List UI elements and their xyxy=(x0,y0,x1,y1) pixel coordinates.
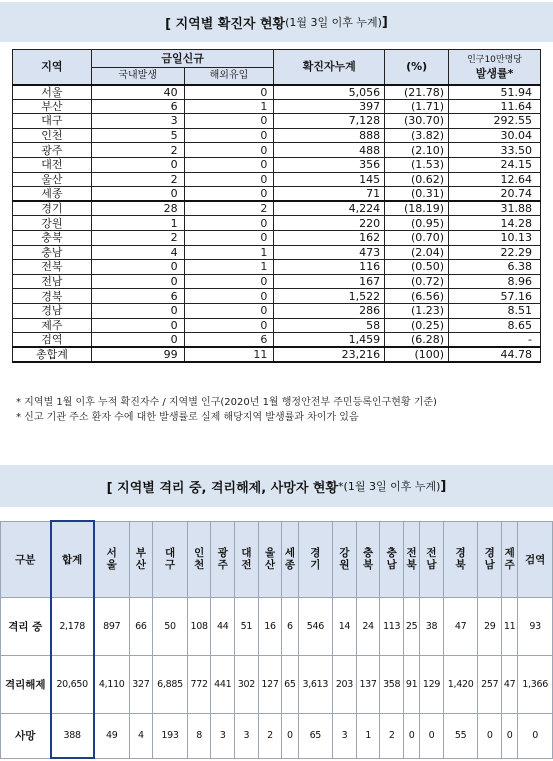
row-label: 격리 중 xyxy=(1,597,51,655)
header-overseas: 해외유입 xyxy=(184,68,274,85)
region-row xyxy=(13,230,541,245)
column-header-label: 부산 xyxy=(135,547,146,571)
cell-percent: (0.62) xyxy=(385,172,449,187)
region-row xyxy=(13,128,541,143)
status-cell: 203 xyxy=(333,655,357,713)
status-cell: 50 xyxy=(153,597,188,655)
cell-region: 경기 xyxy=(13,201,92,216)
status-cell: 8 xyxy=(187,713,211,758)
status-cell: 302 xyxy=(235,655,259,713)
status-row xyxy=(1,597,553,655)
cell-overseas: 0 xyxy=(184,157,274,172)
column-header xyxy=(51,521,94,597)
status-cell: 127 xyxy=(258,655,282,713)
header-rate-bottom: 발생률* xyxy=(475,66,514,80)
column-header-label: 합계 xyxy=(62,553,83,566)
region-row xyxy=(13,201,541,216)
column-header-label: 검역 xyxy=(524,553,546,566)
cell-rate: 6.38 xyxy=(449,260,541,275)
cell-region: 충남 xyxy=(13,245,92,260)
cell-rate: 57.16 xyxy=(449,289,541,304)
header-domestic: 국내발생 xyxy=(91,68,184,85)
column-header-label: 대전 xyxy=(241,547,252,571)
section1-title-period: (1월 3일 이후 누계) xyxy=(285,16,382,29)
column-header xyxy=(235,521,259,597)
region-row xyxy=(13,143,541,158)
status-cell: 6,885 xyxy=(153,655,188,713)
cell-cumulative: 1,459 xyxy=(274,333,385,348)
cell-domestic: 1 xyxy=(91,216,184,231)
region-row xyxy=(13,99,541,114)
confirmed-cases-body xyxy=(13,85,541,363)
cell-domestic: 2 xyxy=(91,143,184,158)
cell-cumulative: 145 xyxy=(274,172,385,187)
status-cell: 65 xyxy=(282,655,298,713)
column-header-label: 경북 xyxy=(455,547,466,571)
cell-cumulative: 1,522 xyxy=(274,289,385,304)
row-label: 사망 xyxy=(1,713,51,758)
status-cell: 16 xyxy=(258,597,282,655)
cell-region: 부산 xyxy=(13,99,92,114)
status-cell: 441 xyxy=(211,655,235,713)
cell-region: 인천 xyxy=(13,128,92,143)
cell-cumulative: 488 xyxy=(274,143,385,158)
status-cell: 2,178 xyxy=(51,597,94,655)
cell-region: 전남 xyxy=(13,274,92,289)
status-cell: 3,613 xyxy=(298,655,333,713)
cell-cumulative: 116 xyxy=(274,260,385,275)
status-cell: 11 xyxy=(502,597,518,655)
cell-overseas: 0 xyxy=(184,318,274,333)
cell-domestic: 40 xyxy=(91,85,184,100)
cell-rate: 31.88 xyxy=(449,201,541,216)
column-header-label: 대구 xyxy=(164,547,176,571)
region-row xyxy=(13,289,541,304)
cell-overseas: 0 xyxy=(184,216,274,231)
status-cell: 113 xyxy=(380,597,404,655)
cell-region: 대구 xyxy=(13,114,92,129)
cell-overseas: 0 xyxy=(184,230,274,245)
cell-cumulative: 397 xyxy=(274,99,385,114)
cell-region: 전북 xyxy=(13,260,92,275)
cell-domestic: 0 xyxy=(91,157,184,172)
cell-rate: 33.50 xyxy=(449,143,541,158)
cell-rate: 14.28 xyxy=(449,216,541,231)
cell-percent: (3.82) xyxy=(385,128,449,143)
header-category: 구분 xyxy=(1,521,51,597)
isolation-status-table xyxy=(0,520,553,759)
cell-percent: (2.04) xyxy=(385,245,449,260)
footnote-1: * 지역별 1월 이후 누적 확진자수 / 지역별 인구(2020년 1월 행정안전부 주민등록인구현황 기준) xyxy=(16,397,437,408)
status-cell: 6 xyxy=(282,597,298,655)
status-cell: 137 xyxy=(356,655,380,713)
section2-title-end: ] xyxy=(440,478,447,494)
column-header xyxy=(518,521,553,597)
region-row xyxy=(13,318,541,333)
section2-title-period: *(1월 3일 이후 누계) xyxy=(338,480,441,493)
cell-percent: (0.70) xyxy=(385,230,449,245)
cell-overseas: 0 xyxy=(184,143,274,158)
status-cell: 0 xyxy=(502,713,518,758)
cell-rate: 8.96 xyxy=(449,274,541,289)
cell-domestic: 6 xyxy=(91,289,184,304)
status-cell: 93 xyxy=(518,597,553,655)
column-header xyxy=(380,521,404,597)
cell-domestic: 5 xyxy=(91,128,184,143)
column-header xyxy=(258,521,282,597)
cell-percent: (1.53) xyxy=(385,157,449,172)
status-cell: 4 xyxy=(129,713,153,758)
confirmed-cases-table xyxy=(12,49,541,363)
status-cell: 3 xyxy=(235,713,259,758)
region-row xyxy=(13,216,541,231)
cell-rate: 24.15 xyxy=(449,157,541,172)
column-header-label: 세종 xyxy=(284,547,295,571)
cell-percent: (0.31) xyxy=(385,187,449,202)
cell-cumulative: 5,056 xyxy=(274,85,385,100)
cell-domestic: 0 xyxy=(91,260,184,275)
cell-region: 경북 xyxy=(13,289,92,304)
header-cumulative: 확진자누계 xyxy=(274,50,385,85)
cell-region: 울산 xyxy=(13,172,92,187)
cell-domestic: 4 xyxy=(91,245,184,260)
status-cell: 1,420 xyxy=(443,655,478,713)
column-header xyxy=(502,521,518,597)
cell-domestic: 6 xyxy=(91,99,184,114)
status-cell: 20,650 xyxy=(51,655,94,713)
cell-overseas: 0 xyxy=(184,128,274,143)
status-cell: 51 xyxy=(235,597,259,655)
total-cumulative: 23,216 xyxy=(274,347,385,362)
total-overseas: 11 xyxy=(184,347,274,362)
cell-cumulative: 473 xyxy=(274,245,385,260)
total-region: 총합계 xyxy=(13,347,92,362)
cell-domestic: 0 xyxy=(91,303,184,318)
status-cell: 546 xyxy=(298,597,333,655)
column-header-label: 서울 xyxy=(106,547,117,571)
cell-percent: (2.10) xyxy=(385,143,449,158)
status-cell: 0 xyxy=(478,713,502,758)
column-header-label: 전남 xyxy=(426,547,437,571)
cell-region: 경남 xyxy=(13,303,92,318)
region-row xyxy=(13,260,541,275)
cell-domestic: 0 xyxy=(91,333,184,348)
cell-cumulative: 7,128 xyxy=(274,114,385,129)
cell-overseas: 6 xyxy=(184,333,274,348)
status-cell: 108 xyxy=(187,597,211,655)
status-cell: 3 xyxy=(211,713,235,758)
status-row xyxy=(1,713,553,758)
header-today-new: 금일신규 xyxy=(91,50,274,68)
region-row xyxy=(13,303,541,318)
cell-domestic: 2 xyxy=(91,172,184,187)
region-row xyxy=(13,274,541,289)
column-header-label: 경기 xyxy=(310,547,321,571)
total-domestic: 99 xyxy=(91,347,184,362)
column-header xyxy=(478,521,502,597)
cell-domestic: 0 xyxy=(91,274,184,289)
column-header xyxy=(129,521,153,597)
cell-region: 서울 xyxy=(13,85,92,100)
column-header xyxy=(333,521,357,597)
status-cell: 55 xyxy=(443,713,478,758)
cell-overseas: 1 xyxy=(184,245,274,260)
cell-percent: (6.28) xyxy=(385,333,449,348)
status-cell: 47 xyxy=(443,597,478,655)
column-header xyxy=(298,521,333,597)
region-row xyxy=(13,172,541,187)
status-cell: 29 xyxy=(478,597,502,655)
isolation-header-row xyxy=(1,521,553,597)
region-row xyxy=(13,157,541,172)
cell-overseas: 0 xyxy=(184,187,274,202)
column-header-label: 충북 xyxy=(362,547,374,571)
status-cell: 129 xyxy=(420,655,444,713)
cell-percent: (1.23) xyxy=(385,303,449,318)
cell-overseas: 0 xyxy=(184,85,274,100)
cell-region: 광주 xyxy=(13,143,92,158)
header-percent: (%) xyxy=(385,50,449,85)
cell-overseas: 2 xyxy=(184,201,274,216)
cell-rate: 10.13 xyxy=(449,230,541,245)
status-cell: 1,366 xyxy=(518,655,553,713)
column-header xyxy=(420,521,444,597)
status-cell: 49 xyxy=(94,713,129,758)
cell-rate: 20.74 xyxy=(449,187,541,202)
footnotes xyxy=(16,395,437,425)
status-cell: 24 xyxy=(356,597,380,655)
column-header xyxy=(443,521,478,597)
status-cell: 14 xyxy=(333,597,357,655)
status-cell: 388 xyxy=(51,713,94,758)
status-cell: 0 xyxy=(518,713,553,758)
cell-region: 강원 xyxy=(13,216,92,231)
status-cell: 327 xyxy=(129,655,153,713)
cell-percent: (0.50) xyxy=(385,260,449,275)
status-cell: 2 xyxy=(258,713,282,758)
cell-overseas: 0 xyxy=(184,303,274,318)
cell-percent: (1.71) xyxy=(385,99,449,114)
cell-rate: 8.51 xyxy=(449,303,541,318)
cell-cumulative: 4,224 xyxy=(274,201,385,216)
status-cell: 358 xyxy=(380,655,404,713)
cell-region: 제주 xyxy=(13,318,92,333)
section1-title: [ 지역별 확진자 현황 xyxy=(165,16,286,32)
cell-rate: 11.64 xyxy=(449,99,541,114)
column-header-label: 울산 xyxy=(264,547,276,571)
isolation-body xyxy=(1,597,553,758)
cell-overseas: 0 xyxy=(184,274,274,289)
cell-overseas: 1 xyxy=(184,99,274,114)
cell-overseas: 0 xyxy=(184,172,274,187)
column-header xyxy=(211,521,235,597)
cell-overseas: 1 xyxy=(184,260,274,275)
cell-percent: (0.72) xyxy=(385,274,449,289)
row-label: 격리해제 xyxy=(1,655,51,713)
cell-percent: (0.95) xyxy=(385,216,449,231)
status-cell: 65 xyxy=(298,713,333,758)
status-row xyxy=(1,655,553,713)
column-header-label: 전북 xyxy=(406,547,417,571)
section2-title-bar xyxy=(0,465,553,507)
region-row xyxy=(13,114,541,129)
column-header xyxy=(404,521,420,597)
cell-cumulative: 286 xyxy=(274,303,385,318)
total-rate: 44.78 xyxy=(449,347,541,362)
status-cell: 193 xyxy=(153,713,188,758)
cell-rate: 8.65 xyxy=(449,318,541,333)
status-cell: 4,110 xyxy=(94,655,129,713)
status-cell: 2 xyxy=(380,713,404,758)
status-cell: 66 xyxy=(129,597,153,655)
header-rate xyxy=(449,50,541,85)
cell-rate: 12.64 xyxy=(449,172,541,187)
status-cell: 3 xyxy=(333,713,357,758)
region-row xyxy=(13,333,541,348)
cell-cumulative: 220 xyxy=(274,216,385,231)
cell-domestic: 28 xyxy=(91,201,184,216)
cell-percent: (0.25) xyxy=(385,318,449,333)
column-header-label: 강원 xyxy=(339,547,350,571)
footnote-2: * 신고 기관 주소 환자 수에 대한 발생률로 실제 해당지역 발생률과 차이가 있음 xyxy=(16,412,359,423)
section1-title-end: ] xyxy=(381,14,388,30)
status-cell: 1 xyxy=(356,713,380,758)
column-header xyxy=(187,521,211,597)
cell-rate: 51.94 xyxy=(449,85,541,100)
status-cell: 257 xyxy=(478,655,502,713)
cell-domestic: 2 xyxy=(91,230,184,245)
cell-overseas: 0 xyxy=(184,289,274,304)
status-cell: 38 xyxy=(420,597,444,655)
total-percent: (100) xyxy=(385,347,449,362)
total-row xyxy=(13,347,541,362)
cell-region: 충북 xyxy=(13,230,92,245)
column-header-label: 경남 xyxy=(484,547,495,571)
status-cell: 0 xyxy=(404,713,420,758)
column-header xyxy=(94,521,129,597)
section2-title: [ 지역별 격리 중, 격리해제, 사망자 현황 xyxy=(106,480,339,496)
cell-cumulative: 167 xyxy=(274,274,385,289)
cell-percent: (6.56) xyxy=(385,289,449,304)
status-cell: 91 xyxy=(404,655,420,713)
section1-title-bar xyxy=(0,2,553,42)
column-header xyxy=(282,521,298,597)
cell-cumulative: 162 xyxy=(274,230,385,245)
region-row xyxy=(13,187,541,202)
status-cell: 772 xyxy=(187,655,211,713)
cell-cumulative: 888 xyxy=(274,128,385,143)
cell-cumulative: 356 xyxy=(274,157,385,172)
status-cell: 44 xyxy=(211,597,235,655)
cell-rate: 292.55 xyxy=(449,114,541,129)
cell-domestic: 3 xyxy=(91,114,184,129)
status-cell: 47 xyxy=(502,655,518,713)
status-cell: 0 xyxy=(282,713,298,758)
status-cell: 0 xyxy=(420,713,444,758)
cell-cumulative: 71 xyxy=(274,187,385,202)
cell-percent: (30.70) xyxy=(385,114,449,129)
cell-domestic: 0 xyxy=(91,318,184,333)
cell-overseas: 0 xyxy=(184,114,274,129)
status-cell: 897 xyxy=(94,597,129,655)
region-row xyxy=(13,245,541,260)
cell-domestic: 0 xyxy=(91,187,184,202)
cell-region: 대전 xyxy=(13,157,92,172)
header-region: 지역 xyxy=(13,50,92,85)
header-rate-top: 인구10만명당 xyxy=(467,54,522,65)
cell-region: 검역 xyxy=(13,333,92,348)
column-header-label: 인천 xyxy=(194,547,205,571)
column-header-label: 광주 xyxy=(217,547,228,571)
cell-region: 세종 xyxy=(13,187,92,202)
column-header xyxy=(153,521,188,597)
status-cell: 25 xyxy=(404,597,420,655)
cell-cumulative: 58 xyxy=(274,318,385,333)
cell-percent: (21.78) xyxy=(385,85,449,100)
cell-rate: 30.04 xyxy=(449,128,541,143)
cell-rate: - xyxy=(449,333,541,348)
cell-percent: (18.19) xyxy=(385,201,449,216)
column-header-label: 충남 xyxy=(386,547,397,571)
cell-rate: 22.29 xyxy=(449,245,541,260)
column-header-label: 제주 xyxy=(504,547,515,571)
region-row xyxy=(13,85,541,100)
column-header xyxy=(356,521,380,597)
